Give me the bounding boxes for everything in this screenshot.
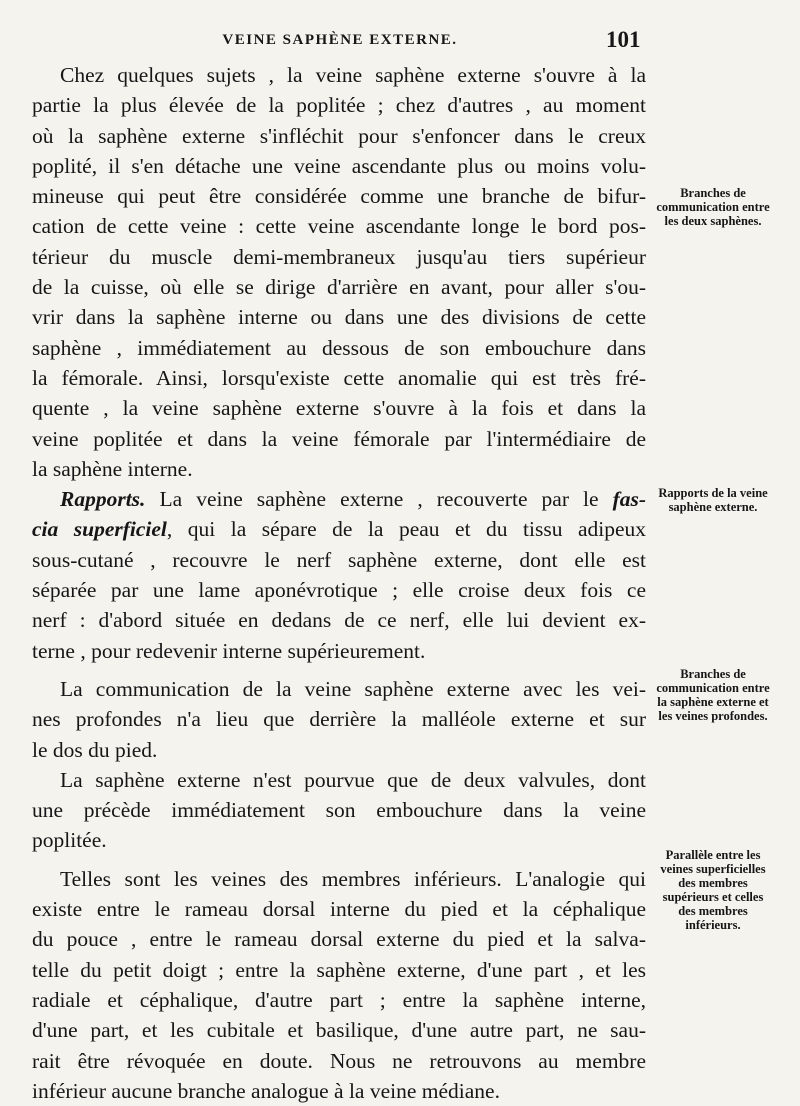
- text-line: rait être révoquée en doute. Nous ne retrouvons au membre: [32, 1048, 646, 1073]
- text-line: inférieur aucune branche analogue à la veine médiane.: [32, 1078, 500, 1103]
- text-line: Telles sont les veines des membres inférieurs. L'analogie qui: [60, 866, 646, 891]
- paragraph: [32, 765, 646, 856]
- text-line: veine poplitée et dans la veine fémorale par l'intermédiaire de: [32, 426, 646, 451]
- text-line: existe entre le rameau dorsal interne du pied et la céphalique: [32, 897, 646, 922]
- text-line: saphène , immédiatement au dessous de son embouchure dans: [32, 335, 646, 360]
- text-line: sous-cutané , recouvre le nerf saphène externe, dont elle est: [32, 547, 646, 572]
- text-span: La veine saphène externe , recouverte par le: [159, 487, 599, 512]
- margin-note-branches-profondes: Branches de communication entre la saphène externe et les veines profondes.: [656, 667, 770, 723]
- text-line: le dos du pied.: [32, 737, 158, 762]
- running-head: VEINE SAPHÈNE EXTERNE.: [222, 32, 458, 48]
- margin-note-rapports: Rapports de la veine saphène externe.: [658, 486, 768, 514]
- paragraph: [32, 864, 646, 1106]
- margin-note-parallele: Parallèle entre les veines superficielles des membres supérieurs et celles des membres inférieurs.: [660, 848, 766, 932]
- paragraph-gap: [32, 856, 646, 864]
- margin-note-branches-saphenes: Branches de communication entre les deux saphènes.: [656, 186, 770, 228]
- text-line: Chez quelques sujets , la veine saphène externe s'ouvre à la: [60, 63, 646, 87]
- text-line: [32, 484, 646, 514]
- body-text: [32, 60, 646, 1106]
- text-line: partie la plus élevée de la poplitée ; chez d'autres , au moment: [32, 93, 646, 118]
- text-line: nes profondes n'a lieu que derrière la malléole externe et sur: [32, 707, 646, 732]
- text-line: terne , pour redevenir interne supérieurement.: [32, 638, 426, 663]
- text-line: de la cuisse, où elle se dirige d'arrière en avant, pour aller s'ou-: [32, 275, 646, 300]
- paragraph-gap: [32, 666, 646, 674]
- text-line: la saphène interne.: [32, 456, 193, 481]
- text-line: poplitée.: [32, 828, 107, 853]
- text-line: telle du petit doigt ; entre la saphène externe, d'une part , et les: [32, 957, 646, 982]
- italic-term: fas-: [612, 487, 646, 512]
- text-line: poplité, il s'en détache une veine ascendante plus ou moins volu-: [32, 153, 646, 178]
- text-line: térieur du muscle demi-membraneux jusqu'au tiers supérieur: [32, 244, 646, 269]
- paragraph-rapports: [32, 484, 646, 666]
- text-line: d'une part, et les cubitale et basilique, d'une autre part, ne sau-: [32, 1018, 646, 1043]
- text-line: une précède immédiatement son embouchure dans la veine: [32, 798, 646, 823]
- text-line: radiale et céphalique, d'autre part ; entre la saphène interne,: [32, 987, 646, 1012]
- text-line: la fémorale. Ainsi, lorsqu'existe cette anomalie qui est très fré-: [32, 365, 646, 390]
- text-line: séparée par une lame aponévrotique ; elle croise deux fois ce: [32, 578, 646, 603]
- text-line: mineuse qui peut être considérée comme une branche de bifur-: [32, 184, 646, 209]
- text-line: où la saphène externe s'infléchit pour s'enfoncer dans le creux: [32, 123, 646, 148]
- section-lead: Rapports.: [60, 487, 146, 512]
- text-line: nerf : d'abord située en dedans de ce nerf, elle lui devient ex-: [32, 608, 646, 633]
- text-line: cation de cette veine : cette veine ascendante longe le bord pos-: [32, 214, 646, 239]
- text-line: La communication de la veine saphène externe avec les vei-: [60, 676, 646, 701]
- paragraph: [32, 674, 646, 765]
- text-line: vrir dans la saphène interne ou dans une des divisions de cette: [32, 305, 646, 330]
- italic-term: cia superficiel: [32, 517, 167, 542]
- text-line: [32, 514, 646, 544]
- text-line: quente , la veine saphène externe s'ouvre à la fois et dans la: [32, 396, 646, 421]
- text-span: , qui la sépare de la peau et du tissu adipeux: [166, 517, 646, 542]
- page-number: 101: [606, 27, 641, 52]
- paragraph: [32, 60, 646, 484]
- text-line: La saphène externe n'est pourvue que de deux valvules, dont: [60, 767, 646, 792]
- text-line: du pouce , entre le rameau dorsal externe du pied et la salva-: [32, 927, 646, 952]
